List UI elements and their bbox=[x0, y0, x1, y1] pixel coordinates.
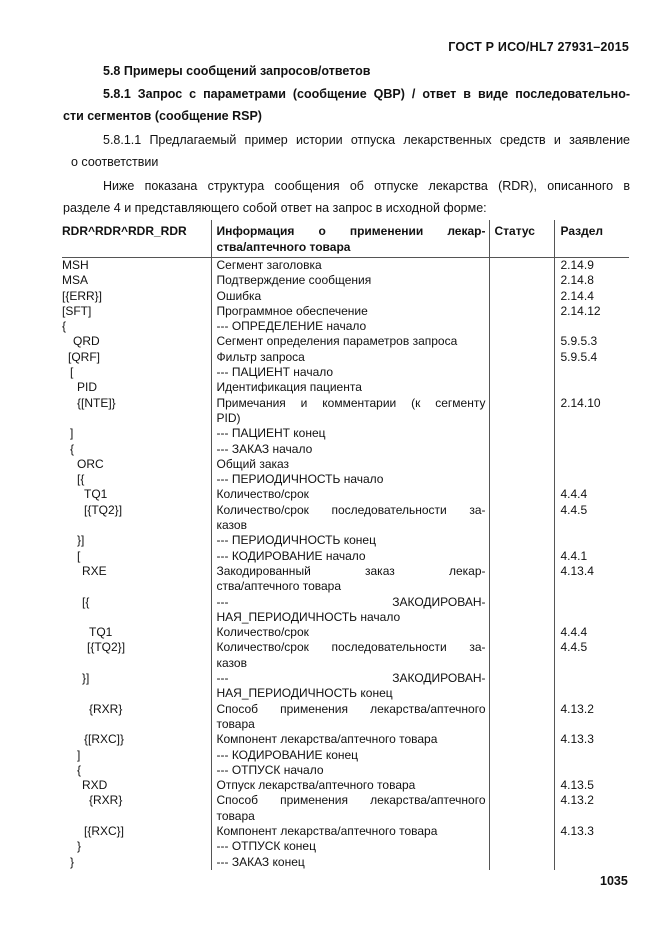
segment-info bbox=[211, 365, 489, 380]
segment-code: [QRF] bbox=[68, 349, 100, 364]
segment-info-line: Количество/срок последовательности за- bbox=[216, 640, 486, 655]
segment-section bbox=[554, 533, 629, 548]
intro-paragraph-2 bbox=[63, 175, 630, 219]
table-row bbox=[62, 625, 629, 640]
segment-code: { bbox=[77, 762, 82, 777]
segment-code: PID bbox=[77, 380, 98, 395]
header-section: Раздел bbox=[554, 220, 629, 258]
segment-code: RXD bbox=[82, 778, 108, 793]
segment-info-line: Фильтр запроса bbox=[216, 349, 305, 364]
segment-info bbox=[211, 671, 489, 702]
segment-info-line: --- ОТПУСК начало bbox=[216, 762, 324, 777]
segment-info bbox=[211, 824, 489, 839]
segment-status bbox=[489, 304, 554, 319]
intro-paragraph-2-line-1: Ниже показана структура сообщения об отпуске лекарства (RDR), описанного в bbox=[103, 179, 630, 193]
segment-info bbox=[211, 289, 489, 304]
segment-section: 5.9.5.3 bbox=[554, 334, 629, 349]
segment-status bbox=[489, 564, 554, 595]
segment-section: 2.14.9 bbox=[554, 258, 629, 274]
segment-status bbox=[489, 457, 554, 472]
segment-info-line: --- ПЕРИОДИЧНОСТЬ конец bbox=[216, 533, 376, 548]
segment-section bbox=[554, 442, 629, 457]
header-message-structure: RDR^RDR^RDR_RDR bbox=[62, 220, 211, 258]
segment-info-line: ства/аптечного товара bbox=[216, 579, 342, 594]
table-row bbox=[62, 258, 629, 274]
segment-code: [{ERR}] bbox=[62, 288, 103, 303]
segment-status bbox=[489, 533, 554, 548]
segment-code: [ bbox=[70, 365, 74, 380]
intro-paragraph-1-line-2: о соответствии bbox=[71, 155, 159, 169]
segment-section: 4.4.5 bbox=[554, 640, 629, 671]
segment-info-line: Сегмент заголовка bbox=[216, 258, 322, 272]
segment-info-line: товара bbox=[216, 808, 255, 823]
segment-status bbox=[489, 319, 554, 334]
segment-code: MSA bbox=[62, 273, 89, 288]
segment-info bbox=[211, 763, 489, 778]
segment-status bbox=[489, 273, 554, 288]
table-row bbox=[62, 748, 629, 763]
segment-info bbox=[211, 472, 489, 487]
segment-info bbox=[211, 564, 489, 595]
segment-info bbox=[211, 350, 489, 365]
segment-section: 5.9.5.4 bbox=[554, 350, 629, 365]
segment-info-line: Количество/срок bbox=[216, 625, 309, 640]
segment-code: TQ1 bbox=[84, 487, 108, 502]
segment-status bbox=[489, 702, 554, 733]
segment-code: {RXR} bbox=[89, 793, 123, 808]
segment-code: [{ bbox=[77, 472, 85, 487]
segment-section bbox=[554, 671, 629, 702]
segment-status bbox=[489, 839, 554, 854]
table-row bbox=[62, 671, 629, 702]
segment-status bbox=[489, 855, 554, 870]
section-heading: 5.8 Примеры сообщений запросов/ответов bbox=[103, 64, 371, 78]
segment-section: 2.14.4 bbox=[554, 289, 629, 304]
segment-info-line: НАЯ_ПЕРИОДИЧНОСТЬ конец bbox=[216, 686, 393, 701]
segment-section: 4.13.5 bbox=[554, 778, 629, 793]
segment-status bbox=[489, 824, 554, 839]
segment-info bbox=[211, 334, 489, 349]
segment-info bbox=[211, 533, 489, 548]
segment-info-line: Примечания и комментарии (к сегменту bbox=[216, 395, 486, 410]
segment-info bbox=[211, 273, 489, 288]
segment-code: ] bbox=[77, 747, 81, 762]
segment-info-line: Подтверждение сообщения bbox=[216, 273, 372, 288]
segment-status bbox=[489, 732, 554, 747]
table-row bbox=[62, 334, 629, 349]
segment-status bbox=[489, 671, 554, 702]
segment-info bbox=[211, 426, 489, 441]
segment-info-line: --- КОДИРОВАНИЕ конец bbox=[216, 747, 359, 762]
table-row bbox=[62, 380, 629, 395]
page-number: 1035 bbox=[600, 874, 628, 888]
segment-info bbox=[211, 304, 489, 319]
segment-status bbox=[489, 640, 554, 671]
segment-section bbox=[554, 472, 629, 487]
segment-status bbox=[489, 487, 554, 502]
segment-code: [{TQ2}] bbox=[87, 640, 126, 655]
segment-section: 4.13.2 bbox=[554, 793, 629, 824]
segment-info-line: --- ЗАКАЗ начало bbox=[216, 441, 313, 456]
segment-code: QRD bbox=[73, 334, 100, 349]
segment-section: 2.14.12 bbox=[554, 304, 629, 319]
table-row bbox=[62, 702, 629, 733]
segment-code: {[NTE]} bbox=[77, 395, 116, 410]
segment-info-line: казов bbox=[216, 655, 247, 670]
segment-info bbox=[211, 625, 489, 640]
segment-info-line: Программное обеспечение bbox=[216, 303, 368, 318]
segment-info bbox=[211, 503, 489, 534]
segment-section bbox=[554, 595, 629, 626]
segment-info-line: PID) bbox=[216, 410, 241, 425]
subsection-heading-line-1: 5.8.1 Запрос с параметрами (сообщение QBP) / ответ в виде последовательно- bbox=[103, 87, 630, 101]
segment-code: ] bbox=[70, 426, 74, 441]
segment-section: 4.13.2 bbox=[554, 702, 629, 733]
segment-section bbox=[554, 319, 629, 334]
segment-status bbox=[489, 442, 554, 457]
segment-info bbox=[211, 380, 489, 395]
segment-code: [{TQ2}] bbox=[84, 502, 123, 517]
segment-status bbox=[489, 748, 554, 763]
segment-info-line: Закодированный заказ лекар- bbox=[216, 563, 486, 578]
segment-status bbox=[489, 595, 554, 626]
table-row bbox=[62, 778, 629, 793]
segment-code: [SFT] bbox=[62, 303, 92, 318]
segment-info-line: Идентификация пациента bbox=[216, 380, 362, 395]
segment-section: 4.13.4 bbox=[554, 564, 629, 595]
table-row bbox=[62, 763, 629, 778]
table-row bbox=[62, 396, 629, 427]
segment-info-line: --- ЗАКОДИРОВАН- bbox=[216, 671, 486, 686]
segment-section: 4.4.4 bbox=[554, 487, 629, 502]
segment-info-line: Способ применения лекарства/аптечного bbox=[216, 701, 486, 716]
header-usage-info-line-1: Информация о применении лекар- bbox=[216, 224, 486, 238]
table-row bbox=[62, 304, 629, 319]
segment-status bbox=[489, 426, 554, 441]
segment-code: }] bbox=[77, 533, 85, 548]
table-row bbox=[62, 855, 629, 870]
segment-info bbox=[211, 487, 489, 502]
segment-code: [{RXC}] bbox=[84, 823, 125, 838]
segment-info-line: Отпуск лекарства/аптечного товара bbox=[216, 778, 416, 793]
segment-info-line: --- ЗАКАЗ конец bbox=[216, 854, 305, 869]
document-header: ГОСТ Р ИСО/HL7 27931–2015 bbox=[448, 40, 629, 54]
segment-info bbox=[211, 793, 489, 824]
table-row bbox=[62, 457, 629, 472]
table-row bbox=[62, 319, 629, 334]
segment-info-line: --- ПАЦИЕНТ начало bbox=[216, 365, 334, 380]
segment-info bbox=[211, 778, 489, 793]
segment-info-line: Общий заказ bbox=[216, 456, 290, 471]
segment-code: {[RXC]} bbox=[84, 732, 125, 747]
segment-section: 4.13.3 bbox=[554, 732, 629, 747]
segment-info bbox=[211, 258, 489, 274]
table-row bbox=[62, 273, 629, 288]
segment-info bbox=[211, 855, 489, 870]
segment-status bbox=[489, 258, 554, 274]
segment-info-line: --- ЗАКОДИРОВАН- bbox=[216, 594, 486, 609]
segment-section bbox=[554, 839, 629, 854]
segment-section: 4.4.4 bbox=[554, 625, 629, 640]
table-row bbox=[62, 487, 629, 502]
segment-code: { bbox=[62, 319, 67, 334]
segment-info-line: Компонент лекарства/аптечного товара bbox=[216, 823, 438, 838]
segment-code: MSH bbox=[62, 258, 89, 272]
segment-info-line: --- ОТПУСК конец bbox=[216, 839, 316, 854]
segment-section: 2.14.10 bbox=[554, 396, 629, 427]
intro-paragraph-1 bbox=[63, 129, 630, 173]
segment-status bbox=[489, 472, 554, 487]
table-row bbox=[62, 442, 629, 457]
table-row bbox=[62, 365, 629, 380]
segment-status bbox=[489, 625, 554, 640]
segment-status bbox=[489, 549, 554, 564]
segment-section: 2.14.8 bbox=[554, 273, 629, 288]
table-row bbox=[62, 595, 629, 626]
table-row bbox=[62, 839, 629, 854]
segment-status bbox=[489, 334, 554, 349]
table-row bbox=[62, 472, 629, 487]
segment-section bbox=[554, 457, 629, 472]
segment-info bbox=[211, 442, 489, 457]
segment-code: ORC bbox=[77, 456, 104, 471]
segment-status bbox=[489, 503, 554, 534]
intro-paragraph-1-line-1: 5.8.1.1 Предлагаемый пример истории отпуска лекарственных средств и заявление bbox=[103, 133, 630, 147]
header-usage-info-line-2: ства/аптечного товара bbox=[216, 240, 351, 254]
segment-info-line: Компонент лекарства/аптечного товара bbox=[216, 732, 438, 747]
segment-info-line: --- ОПРЕДЕЛЕНИЕ начало bbox=[216, 319, 367, 334]
table-row bbox=[62, 533, 629, 548]
segment-info bbox=[211, 732, 489, 747]
header-status: Статус bbox=[489, 220, 554, 258]
segment-section: 4.4.5 bbox=[554, 503, 629, 534]
segment-info bbox=[211, 748, 489, 763]
segment-status bbox=[489, 350, 554, 365]
intro-paragraph-2-line-2: разделе 4 и представляющего собой ответ на запрос в исходной форме: bbox=[63, 201, 487, 215]
segment-info bbox=[211, 549, 489, 564]
segment-code: } bbox=[77, 839, 82, 854]
segment-status bbox=[489, 763, 554, 778]
table-row bbox=[62, 350, 629, 365]
message-structure-table bbox=[62, 220, 629, 870]
segment-info-line: НАЯ_ПЕРИОДИЧНОСТЬ начало bbox=[216, 609, 401, 624]
segment-info bbox=[211, 457, 489, 472]
segment-info-line: товара bbox=[216, 716, 255, 731]
table-row bbox=[62, 824, 629, 839]
segment-section: 4.13.3 bbox=[554, 824, 629, 839]
table-row bbox=[62, 640, 629, 671]
table-row bbox=[62, 289, 629, 304]
subsection-heading-line-2: сти сегментов (сообщение RSP) bbox=[63, 109, 262, 123]
segment-code: } bbox=[70, 854, 75, 869]
segment-section bbox=[554, 426, 629, 441]
segment-info bbox=[211, 396, 489, 427]
segment-info-line: казов bbox=[216, 518, 247, 533]
segment-status bbox=[489, 365, 554, 380]
subsection-heading bbox=[63, 83, 630, 127]
segment-info bbox=[211, 319, 489, 334]
segment-code: [{ bbox=[82, 594, 90, 609]
table-row bbox=[62, 564, 629, 595]
table-row bbox=[62, 793, 629, 824]
table-row bbox=[62, 549, 629, 564]
segment-info bbox=[211, 595, 489, 626]
table-row bbox=[62, 503, 629, 534]
segment-info bbox=[211, 839, 489, 854]
segment-code: }] bbox=[82, 671, 90, 686]
segment-section bbox=[554, 763, 629, 778]
segment-section bbox=[554, 748, 629, 763]
segment-status bbox=[489, 289, 554, 304]
segment-section bbox=[554, 365, 629, 380]
header-usage-info bbox=[211, 220, 489, 258]
segment-info-line: Ошибка bbox=[216, 288, 262, 303]
segment-info-line: --- КОДИРОВАНИЕ начало bbox=[216, 548, 366, 563]
segment-code: [ bbox=[77, 548, 81, 563]
segment-section bbox=[554, 855, 629, 870]
segment-info bbox=[211, 702, 489, 733]
segment-code: {RXR} bbox=[89, 701, 123, 716]
segment-code: { bbox=[70, 441, 75, 456]
segment-section bbox=[554, 380, 629, 395]
table-row bbox=[62, 732, 629, 747]
segment-section: 4.4.1 bbox=[554, 549, 629, 564]
segment-info-line: --- ПЕРИОДИЧНОСТЬ начало bbox=[216, 472, 384, 487]
segment-info-line: Способ применения лекарства/аптечного bbox=[216, 793, 486, 808]
segment-info bbox=[211, 640, 489, 671]
segment-code: RXE bbox=[82, 563, 107, 578]
segment-info-line: Количество/срок последовательности за- bbox=[216, 502, 486, 517]
table-header-row bbox=[62, 220, 629, 258]
table-row bbox=[62, 426, 629, 441]
segment-status bbox=[489, 778, 554, 793]
segment-info-line: Количество/срок bbox=[216, 487, 309, 502]
segment-status bbox=[489, 380, 554, 395]
segment-code: TQ1 bbox=[89, 625, 113, 640]
segment-status bbox=[489, 396, 554, 427]
segment-info-line: --- ПАЦИЕНТ конец bbox=[216, 426, 326, 441]
segment-info-line: Сегмент определения параметров запроса bbox=[216, 334, 458, 349]
segment-status bbox=[489, 793, 554, 824]
